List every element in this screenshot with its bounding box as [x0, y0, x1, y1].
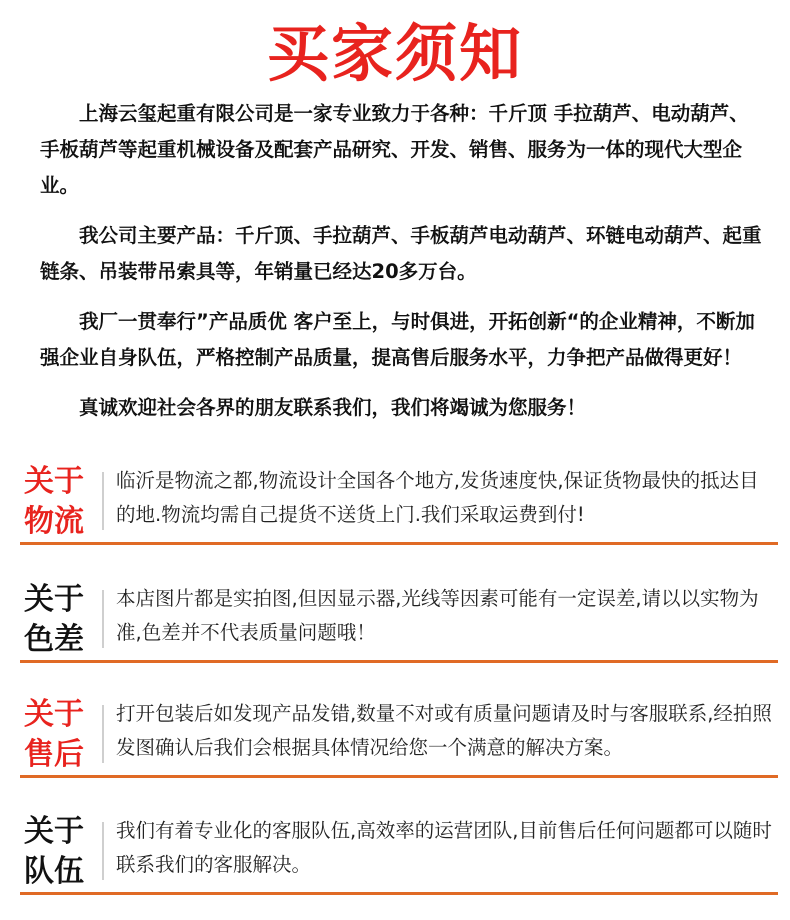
section-heading-after-sales: 关于 售后	[24, 697, 84, 772]
intro-paragraph-philosophy: 我厂一贯奉行”产品质优 客户至上，与时俱进，开拓创新“的企业精神，不断加强企业自身队伍，严格控制产品质量，提高售后服务水平，力争把产品做得更好！	[40, 310, 755, 369]
company-intro	[40, 96, 768, 440]
intro-paragraph-company: 上海云玺起重有限公司是一家专业致力于各种：千斤顶 手拉葫芦、电动葫芦、手板葫芦等起重机械设备及配套产品研究、开发、销售、服务为一体的现代大型企业。	[40, 102, 749, 197]
divider-vertical	[102, 590, 104, 648]
section-divider	[20, 542, 778, 545]
section-logistics	[20, 462, 778, 546]
section-team	[20, 812, 778, 896]
divider-vertical	[102, 472, 104, 530]
intro-paragraph-welcome: 真诚欢迎社会各界的朋友联系我们，我们将竭诚为您服务！	[79, 396, 587, 419]
section-text-after-sales: 打开包装后如发现产品发错,数量不对或有质量问题请及时与客服联系,经拍照发图确认后我们会根据具体情况给您一个满意的解决方案。	[116, 702, 772, 759]
section-heading-logistics: 关于 物流	[24, 464, 84, 539]
section-text-team: 我们有着专业化的客服队伍,高效率的运营团队,目前售后任何问题都可以随时联系我们的客服解决。	[116, 819, 772, 876]
divider-vertical	[102, 822, 104, 880]
section-heading-team: 关于 队伍	[24, 814, 84, 889]
divider-vertical	[102, 705, 104, 763]
section-text-logistics: 临沂是物流之都,物流设计全国各个地方,发货速度快,保证货物最快的抵达目的地.物流均需自己提货不送货上门.我们采取运费到付!	[116, 469, 759, 526]
section-heading-color-difference: 关于 色差	[24, 582, 84, 657]
intro-paragraph-products: 我公司主要产品：千斤顶、手拉葫芦、手板葫芦电动葫芦、环链电动葫芦、起重链条、吊装带吊索具等，年销量已经达20多万台。	[40, 224, 762, 283]
section-divider	[20, 892, 778, 895]
page-title: 买家须知	[266, 17, 523, 90]
section-text-color-difference: 本店图片都是实拍图,但因显示器,光线等因素可能有一定误差,请以以实物为准,色差并不代表质量问题哦！	[116, 587, 759, 644]
section-color-difference	[20, 580, 778, 664]
section-divider	[20, 775, 778, 778]
section-divider	[20, 660, 778, 663]
section-after-sales	[20, 695, 778, 779]
